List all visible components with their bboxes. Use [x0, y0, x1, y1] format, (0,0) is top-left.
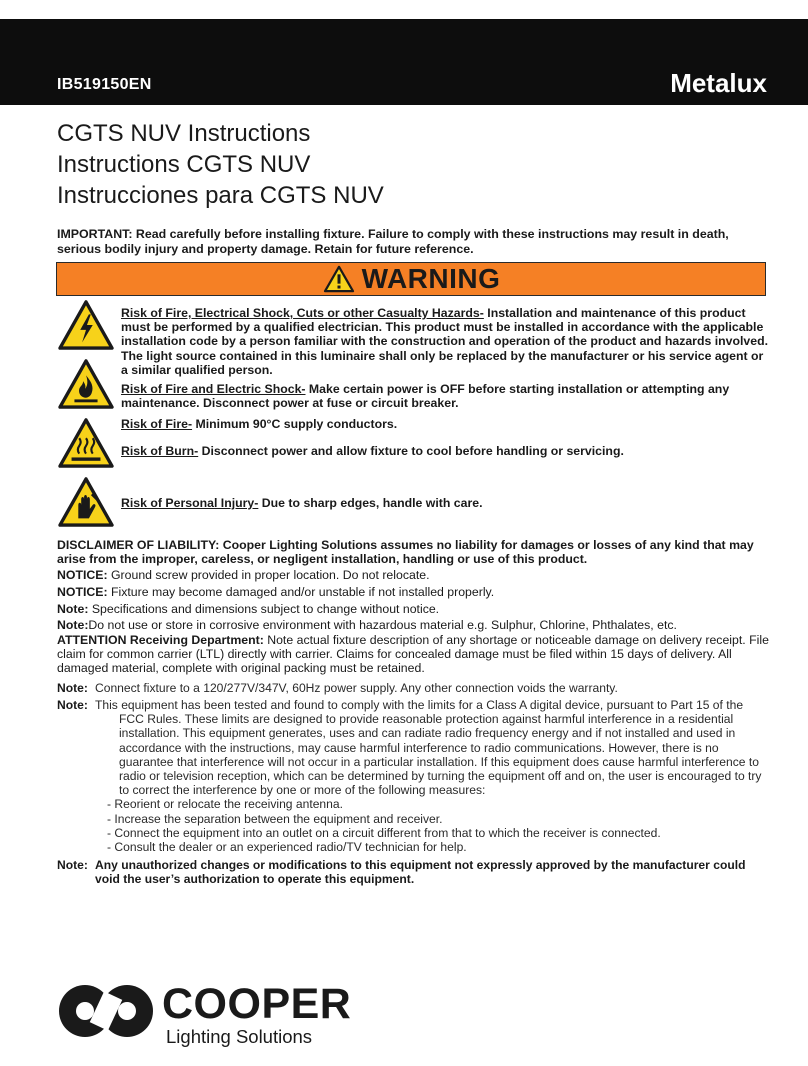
- notice-line: Note: Specifications and dimensions subject to change without notice.: [57, 602, 440, 616]
- list-item: - Consult the dealer or an experienced radio/TV technician for help.: [107, 840, 467, 855]
- document-id: IB519150EN: [57, 76, 152, 93]
- disclaimer: DISCLAIMER OF LIABILITY: Cooper Lighting Solutions assumes no liability for damages or losses of any kind that may arise from the improper, careless, or negligent installation, handling or use of this product.: [57, 538, 754, 567]
- warning-banner: [56, 262, 766, 296]
- hazard-title: Risk of Fire, Electrical Shock, Cuts or other Casualty Hazards-: [121, 306, 484, 320]
- hazard-text: [121, 496, 771, 510]
- important-notice: IMPORTANT: Read carefully before installing fixture. Failure to comply with these instructions may result in death, serious bodily injury and property damage. Retain for future reference.: [57, 227, 729, 256]
- hot-surface-icon: [57, 417, 115, 469]
- notice-line: NOTICE: Fixture may become damaged and/or unstable if not installed properly.: [57, 585, 495, 599]
- hazard-description: Minimum 90°C supply conductors.: [192, 417, 398, 431]
- hazard-title: Risk of Personal Injury-: [121, 496, 259, 510]
- cooper-logo: [56, 982, 351, 1048]
- hazard-description: Due to sharp edges, handle with care.: [258, 496, 483, 510]
- hazard-title: Risk of Burn-: [121, 444, 199, 458]
- electric-shock-icon: [57, 299, 115, 351]
- fcc-measures: [95, 797, 771, 854]
- list-item: - Increase the separation between the equipment and receiver.: [107, 811, 443, 826]
- note-power: Note: Connect fixture to a 120/277V/347V, 60Hz power supply. Any other connection voids the warranty.: [57, 681, 618, 695]
- title-english: CGTS NUV Instructions: [57, 120, 311, 147]
- hazard-description: Make certain power is OFF before starting installation or attempting any maintenance. Disconnect power at fuse or circuit breaker.: [121, 382, 730, 411]
- hazard-text: [121, 306, 771, 377]
- logo-tagline: Lighting Solutions: [166, 1026, 313, 1047]
- note-fcc: Note: This equipment has been tested and found to comply with the limits for a Class A digital device, pursuant to Part 15 of the FCC Rules. These limits are designed to provide reasonable protection against harmful interference in a residential installation. This equipment generates, uses and can radiate radio frequency energy and if not installed and used in accordance with the instructions, may cause harmful interference to radio communications. However, there is no guarantee that interference will not occur in a particular installation. If this equipment does cause harmful interference to radio or television reception, which can be determined by turning the equipment off and on, the user is encouraged to try to correct the interference by one or more of the following measures: - Reorient or relocate the receiving antenna. - Increase the separation between the equipment and receiver. - Connect the equipment into an outlet on a circuit different from that to which the receiver is connected. - Consult the dealer or an experienced radio/TV technician for help.: [57, 698, 771, 854]
- hazard-title: Risk of Fire and Electric Shock-: [121, 382, 306, 396]
- list-item: - Connect the equipment into an outlet on a circuit different from that to which the receiver is connected.: [107, 825, 661, 840]
- list-item: - Reorient or relocate the receiving antenna.: [107, 797, 343, 812]
- hazard-description: Installation and maintenance of this product must be performed by a qualified electrician. This product must be installed in accordance with the applicable installation code by a person familiar with the construction and operation of the product and hazards involved. The light source contained in this luminaire shall only be replaced by the manufacturer or his service agent or a similar qualified person.: [121, 306, 769, 377]
- hazard-title: Risk of Fire-: [121, 417, 193, 431]
- hazard-text: [121, 382, 771, 410]
- warning-triangle-icon: [322, 265, 356, 293]
- hazard-text: [121, 417, 771, 431]
- warning-label: WARNING: [361, 263, 501, 294]
- note-modifications: Note: Any unauthorized changes or modifications to this equipment not expressly approved by the manufacturer could void the user’s authorization to operate this equipment.: [57, 858, 746, 887]
- title-french: Instructions CGTS NUV: [57, 151, 311, 178]
- attention-notice: ATTENTION Receiving Department: Note actual fixture description of any shortage or noticeable damage on delivery receipt. File claim for common carrier (LTL) directly with carrier. Claims for concealed damage must be filed within 15 days of delivery. All damaged material, complete with original packing must be retained.: [57, 633, 769, 675]
- cooper-logo-mark-icon: [56, 982, 156, 1040]
- fire-icon: [57, 358, 115, 410]
- notice-line: Note:Do not use or store in corrosive environment with hazardous material e.g. Sulphur, Chlorine, Phthalates, etc.: [57, 618, 677, 632]
- page-title-block: [57, 118, 384, 211]
- brand-name: Metalux: [670, 68, 767, 98]
- notice-line: NOTICE: Ground screw provided in proper location. Do not relocate.: [57, 568, 430, 582]
- title-spanish: Instrucciones para CGTS NUV: [57, 182, 384, 209]
- hazard-text: [121, 444, 771, 458]
- hazard-description: Disconnect power and allow fixture to cool before handling or servicing.: [198, 444, 624, 458]
- fcc-statement: This equipment has been tested and found to comply with the limits for a Class A digital device, pursuant to Part 15 of the FCC Rules. These limits are designed to provide reasonable protection against harmful interference in a residential installation. This equipment generates, uses and can radiate radio frequency energy and if not installed and used in accordance with the instructions, may cause harmful interference to radio communications. However, there is no guarantee that interference will not occur in a particular installation. If this equipment does cause harmful interference to radio or television reception, which can be determined by turning the equipment off and on, the user is encouraged to try to correct the interference by one or more of the following measures:: [95, 698, 762, 798]
- hand-injury-icon: [57, 476, 115, 528]
- logo-wordmark: COOPER: [162, 980, 352, 1028]
